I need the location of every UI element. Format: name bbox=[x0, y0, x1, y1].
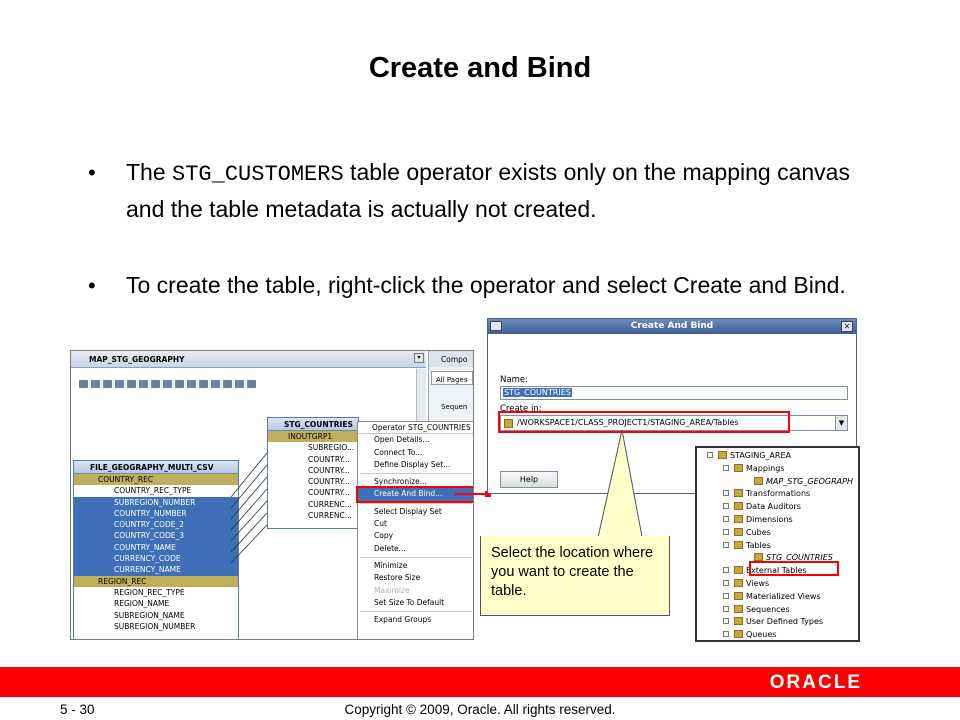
bullet-1 bbox=[88, 155, 868, 260]
oracle-logo: ORACLE bbox=[769, 672, 862, 693]
tree-item-label: Tables bbox=[746, 540, 771, 550]
toolbar-icon[interactable] bbox=[139, 380, 148, 388]
mapping-tab-label: MAP_STG_GEOGRAPHY bbox=[89, 355, 185, 364]
expand-icon[interactable] bbox=[723, 503, 729, 509]
target-row[interactable]: COUNTRY... bbox=[308, 488, 350, 498]
tree-root-label: STAGING_AREA bbox=[730, 451, 791, 460]
toolbar-icon[interactable] bbox=[115, 380, 124, 388]
source-row[interactable]: CURRENCY_CODE bbox=[74, 553, 238, 564]
menu-item[interactable]: Create And Bind... bbox=[358, 488, 474, 500]
chevron-down-icon[interactable]: ▼ bbox=[835, 416, 847, 430]
source-row[interactable]: CURRENCY_NAME bbox=[74, 564, 238, 575]
side-item[interactable]: Sequen bbox=[441, 403, 468, 411]
slide-title: Create and Bind bbox=[368, 52, 592, 84]
expand-icon[interactable] bbox=[723, 567, 729, 573]
target-operator-rows bbox=[268, 442, 358, 521]
target-row[interactable]: CURRENC... bbox=[308, 499, 352, 509]
help-button[interactable]: Help bbox=[500, 471, 558, 488]
bullet-dot: • bbox=[88, 273, 96, 298]
source-row[interactable]: COUNTRY_CODE_2 bbox=[74, 519, 238, 530]
expand-icon[interactable] bbox=[723, 618, 729, 624]
source-operator-rows bbox=[74, 474, 238, 632]
menu-separator bbox=[360, 557, 472, 558]
tree-item-label: Materialized Views bbox=[746, 591, 821, 601]
expand-icon[interactable] bbox=[723, 631, 729, 637]
toolbar-icon[interactable] bbox=[235, 380, 244, 388]
menu-item[interactable]: Open Details... bbox=[374, 435, 430, 445]
create-in-value: /WORKSPACE1/CLASS_PROJECT1/STAGING_AREA/Tables bbox=[517, 418, 739, 427]
source-operator[interactable] bbox=[73, 460, 239, 640]
tree-item-label: STG_COUNTRIES bbox=[766, 553, 833, 563]
tree-item-label: Queues bbox=[746, 630, 777, 640]
tree-item[interactable] bbox=[697, 629, 858, 642]
object-icon bbox=[754, 477, 763, 485]
bullet-2-text: To create the table, right-click the operator and select Create and Bind. bbox=[126, 272, 846, 298]
target-row[interactable]: CURRENC... bbox=[308, 511, 352, 521]
callout-box bbox=[480, 536, 670, 616]
toolbar-icon[interactable] bbox=[223, 380, 232, 388]
menu-separator bbox=[360, 473, 472, 474]
source-row[interactable]: COUNTRY_NUMBER bbox=[74, 508, 238, 519]
bullet-1-post: table operator exists only on the mapping canvas and the table metadata is actually not created. bbox=[126, 159, 850, 222]
menu-item: Maximize bbox=[374, 585, 410, 595]
tree-item-label: MAP_STG_GEOGRAPH bbox=[766, 476, 853, 486]
tree-item[interactable] bbox=[697, 514, 858, 527]
source-row[interactable]: REGION_REC bbox=[74, 576, 238, 587]
create-in-label: Create in: bbox=[500, 404, 542, 414]
menu-item[interactable]: Set Size To Default bbox=[374, 597, 445, 607]
tree-item-label: Transformations bbox=[746, 489, 811, 499]
folder-icon bbox=[734, 579, 743, 587]
source-row[interactable]: COUNTRY_REC_TYPE bbox=[114, 486, 192, 496]
target-operator-title: STG_COUNTRIES bbox=[268, 418, 358, 431]
tree-item-label: Data Auditors bbox=[746, 502, 801, 512]
expand-icon[interactable] bbox=[723, 529, 729, 535]
tree-item[interactable] bbox=[697, 488, 858, 501]
tree-item[interactable] bbox=[697, 578, 858, 591]
context-menu-items bbox=[358, 434, 474, 626]
name-field[interactable] bbox=[500, 386, 848, 400]
expand-icon[interactable] bbox=[723, 516, 729, 522]
menu-item[interactable]: Cut bbox=[374, 519, 387, 529]
name-label: Name: bbox=[500, 375, 528, 385]
expand-icon[interactable] bbox=[723, 490, 729, 496]
source-row[interactable]: REGION_REC_TYPE bbox=[114, 587, 185, 597]
source-row[interactable]: COUNTRY_NAME bbox=[74, 542, 238, 553]
tree-item[interactable] bbox=[697, 527, 858, 540]
target-row[interactable]: COUNTRY... bbox=[308, 454, 350, 464]
folder-icon bbox=[734, 630, 743, 638]
tree-item-label: Mappings bbox=[746, 463, 785, 473]
menu-item[interactable]: Minimize bbox=[374, 560, 408, 570]
callout-text: Select the location where you want to create the table. bbox=[491, 545, 654, 599]
toolbar-icon[interactable] bbox=[151, 380, 160, 388]
menu-item[interactable]: Restore Size bbox=[374, 573, 421, 583]
bullet-dot: • bbox=[88, 160, 96, 185]
tree-item[interactable] bbox=[697, 476, 858, 489]
module-icon bbox=[718, 451, 727, 459]
tree-item-label: Views bbox=[746, 578, 770, 588]
expand-icon[interactable] bbox=[723, 465, 729, 471]
collapse-icon[interactable] bbox=[707, 452, 713, 458]
folder-icon bbox=[734, 541, 743, 549]
folder-icon bbox=[734, 464, 743, 472]
source-row[interactable]: COUNTRY_CODE_3 bbox=[74, 530, 238, 541]
tree-root[interactable] bbox=[697, 450, 858, 463]
menu-item[interactable]: Expand Groups bbox=[374, 615, 432, 625]
menu-item[interactable]: Copy bbox=[374, 531, 394, 541]
project-tree-panel bbox=[695, 446, 860, 642]
tree-item[interactable] bbox=[697, 616, 858, 629]
folder-icon bbox=[734, 502, 743, 510]
toolbar-icon[interactable] bbox=[175, 380, 184, 388]
close-icon[interactable]: ✕ bbox=[841, 321, 853, 332]
tree-item-label: Sequences bbox=[746, 604, 790, 614]
mapping-tab[interactable] bbox=[71, 351, 426, 368]
folder-icon bbox=[734, 617, 743, 625]
tree-item-label: Cubes bbox=[746, 527, 771, 537]
folder-icon bbox=[734, 515, 743, 523]
expand-icon[interactable] bbox=[723, 580, 729, 586]
context-menu bbox=[357, 421, 474, 640]
target-row[interactable]: SUBREGIO... bbox=[308, 443, 355, 453]
copyright-text: Copyright © 2009, Oracle. All rights reserved. bbox=[344, 702, 616, 717]
tree-item[interactable] bbox=[697, 501, 858, 514]
toolbar-icon[interactable] bbox=[187, 380, 196, 388]
bullet-1-pre: The bbox=[126, 159, 173, 185]
menu-separator bbox=[360, 611, 472, 612]
folder-icon bbox=[734, 528, 743, 536]
window-menu-icon[interactable] bbox=[490, 321, 502, 331]
dialog-title: Create And Bind bbox=[488, 319, 856, 334]
tree-item[interactable] bbox=[697, 591, 858, 604]
toolbar-icon[interactable] bbox=[163, 380, 172, 388]
menu-item[interactable]: Select Display Set bbox=[374, 506, 442, 516]
mapping-connectors bbox=[231, 441, 271, 621]
target-operator[interactable] bbox=[267, 417, 359, 529]
source-row[interactable]: COUNTRY_REC bbox=[74, 474, 238, 485]
callout-join bbox=[596, 536, 642, 538]
folder-icon bbox=[734, 489, 743, 497]
menu-item[interactable]: Delete... bbox=[374, 543, 406, 553]
callout-pointer bbox=[595, 430, 645, 545]
target-row[interactable]: COUNTRY... bbox=[308, 465, 350, 475]
tree-item-label: Dimensions bbox=[746, 514, 793, 524]
toolbar-icon[interactable] bbox=[247, 380, 256, 388]
tree-item[interactable] bbox=[697, 540, 858, 553]
toolbar-icon[interactable] bbox=[211, 380, 220, 388]
target-group: INOUTGRP1 bbox=[268, 431, 358, 442]
folder-icon bbox=[734, 605, 743, 613]
tree-item[interactable] bbox=[697, 604, 858, 617]
folder-icon bbox=[734, 592, 743, 600]
mapping-editor-panel bbox=[70, 350, 474, 640]
toolbar-icon[interactable] bbox=[91, 380, 100, 388]
source-row[interactable]: SUBREGION_NUMBER bbox=[114, 621, 196, 631]
editor-toolbar bbox=[79, 373, 259, 392]
expand-icon[interactable] bbox=[723, 542, 729, 548]
source-row[interactable]: SUBREGION_NAME bbox=[114, 610, 185, 620]
toolbar-icon[interactable] bbox=[103, 380, 112, 388]
source-row[interactable]: SUBREGION_NUMBER bbox=[74, 497, 238, 508]
source-row[interactable]: REGION_NAME bbox=[114, 599, 170, 609]
target-row[interactable]: COUNTRY... bbox=[308, 477, 350, 487]
expand-icon[interactable] bbox=[723, 593, 729, 599]
tree-item-label: User Defined Types bbox=[746, 617, 824, 627]
name-field-value: STG_COUNTRIES bbox=[504, 388, 571, 397]
tree-highlight bbox=[749, 561, 839, 576]
toolbar-icon[interactable] bbox=[127, 380, 136, 388]
source-operator-title: FILE_GEOGRAPHY_MULTI_CSV bbox=[74, 461, 238, 474]
menu-item[interactable]: Define Display Set... bbox=[374, 459, 451, 469]
bullet-1-text bbox=[126, 155, 886, 227]
tree-item-label: External Tables bbox=[746, 566, 807, 576]
toolbar-icon[interactable] bbox=[79, 380, 88, 388]
menu-item[interactable]: Synchronize... bbox=[374, 477, 427, 487]
toolbar-icon[interactable] bbox=[199, 380, 208, 388]
context-menu-header: Operator STG_COUNTRIES bbox=[358, 422, 474, 434]
tree-item[interactable] bbox=[697, 463, 858, 476]
page-number: 5 - 30 bbox=[60, 702, 95, 717]
folder-icon bbox=[734, 566, 743, 574]
expand-icon[interactable] bbox=[723, 606, 729, 612]
chevron-down-icon[interactable]: ▾ bbox=[414, 353, 424, 363]
code-stg-customers: STG_CUSTOMERS bbox=[172, 162, 344, 187]
menu-item[interactable]: Connect To... bbox=[374, 447, 423, 457]
tree-items bbox=[697, 463, 858, 642]
side-filter[interactable]: All Pages bbox=[431, 371, 473, 385]
side-tab[interactable]: Compo bbox=[429, 351, 474, 367]
